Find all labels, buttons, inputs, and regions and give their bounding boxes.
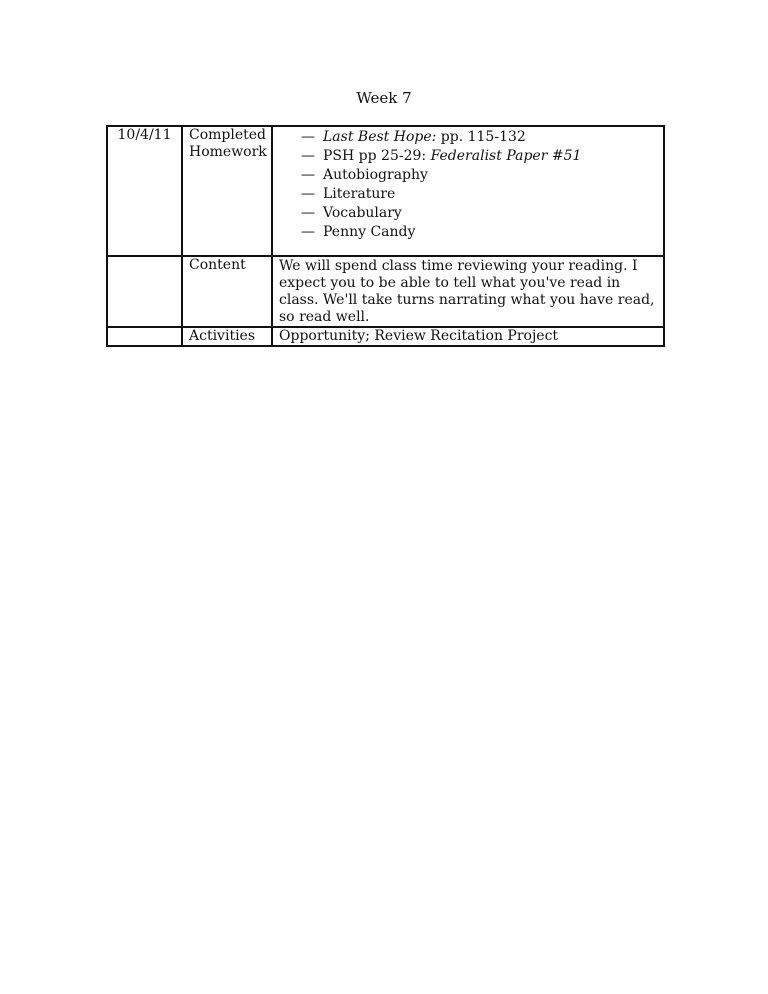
dash-bullet: — <box>301 205 315 221</box>
homework-item-text: Autobiography <box>323 167 428 183</box>
activities-label: Activities <box>182 327 272 346</box>
dash-bullet: — <box>301 186 315 202</box>
homework-cell <box>272 126 664 256</box>
page-title: Week 7 <box>356 89 412 107</box>
homework-item <box>301 166 657 185</box>
dash-bullet: — <box>301 224 315 240</box>
activities-row <box>107 327 664 346</box>
homework-item <box>301 223 657 242</box>
homework-list <box>279 127 657 242</box>
content-text: We will spend class time reviewing your reading. I expect you to be able to tell what you've read in class. We'll take turns narrating what you have read, so read well. <box>279 258 655 325</box>
content-row <box>107 256 664 327</box>
dash-bullet: — <box>301 148 315 164</box>
homework-item <box>301 147 657 166</box>
date-cell: 10/4/11 <box>107 126 182 256</box>
content-label: Content <box>182 256 272 327</box>
homework-row <box>107 126 664 256</box>
homework-item <box>301 185 657 204</box>
homework-item-title: Last Best Hope: <box>323 129 437 145</box>
homework-item-text: PSH pp 25-29: <box>323 148 431 164</box>
homework-item-text: Literature <box>323 186 396 202</box>
homework-item-text: Vocabulary <box>323 205 402 221</box>
homework-item-text: Penny Candy <box>323 224 416 240</box>
homework-item <box>301 204 657 223</box>
empty-date-cell <box>107 327 182 346</box>
homework-item <box>301 128 657 147</box>
content-cell <box>272 256 664 327</box>
homework-item-title-2: Federalist Paper #51 <box>430 148 582 164</box>
homework-label: Completed Homework <box>182 126 272 256</box>
empty-date-cell <box>107 256 182 327</box>
dash-bullet: — <box>301 167 315 183</box>
homework-item-text: pp. 115-132 <box>436 129 526 145</box>
activities-text: Opportunity; Review Recitation Project <box>272 327 664 346</box>
dash-bullet: — <box>301 129 315 145</box>
schedule-table <box>106 125 665 347</box>
